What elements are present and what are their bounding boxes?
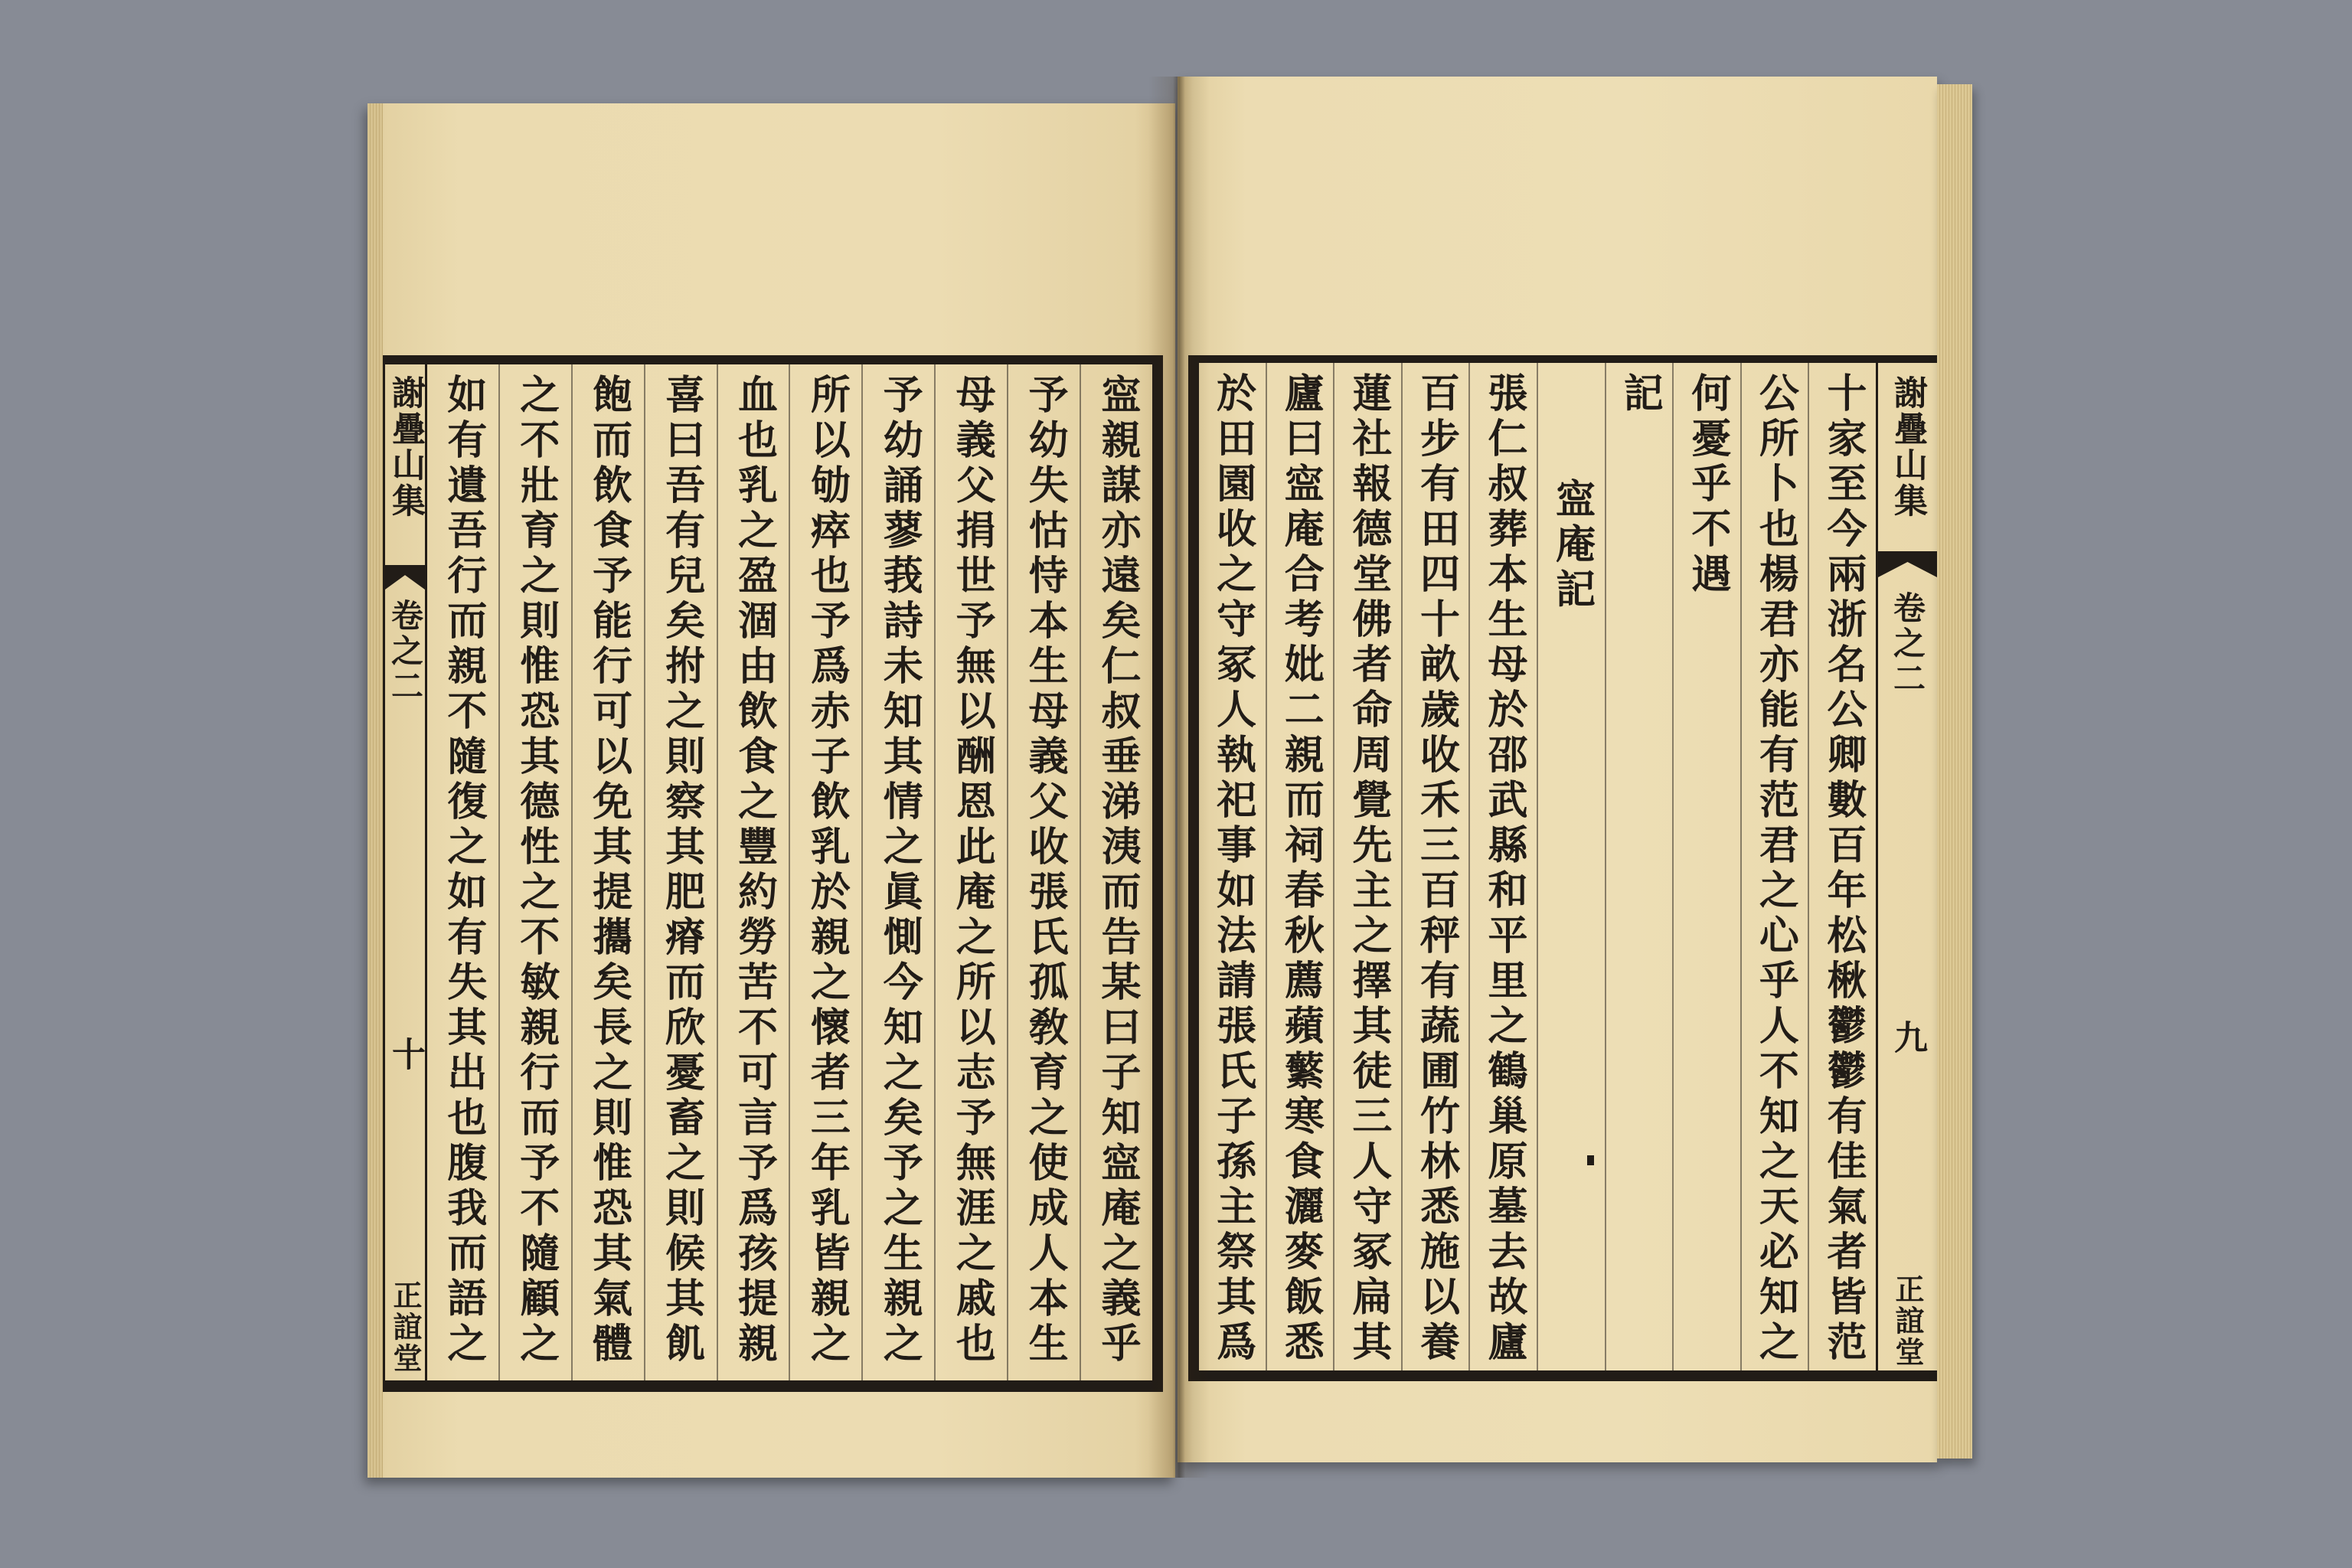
banxin-volume: 卷之二 <box>1889 591 1926 697</box>
banxin-leaf-number: 九 <box>1888 1020 1927 1054</box>
text-column: 十家至今兩浙名公卿數百年松楸鬱鬱有佳氣者皆范 <box>1808 363 1876 1370</box>
section-heading: 記 <box>1605 363 1673 1370</box>
page-edge <box>368 103 383 1478</box>
text-column: 公所卜也楊君亦能有范君之心乎人不知之天必知之 <box>1740 363 1808 1370</box>
banxin-column <box>385 364 427 1380</box>
text-column: 張仁叔葬本生母於邵武縣和平里之鶴巢原墓去故廬 <box>1468 363 1537 1370</box>
right-page <box>1178 77 1937 1462</box>
text-column: 之不壯育之則惟恐其德性之不敏親行而予不隨顧之 <box>498 364 571 1380</box>
text-column: 喜曰吾有兒矣拊之則察其肥瘠而欣憂畜之則候其飢 <box>644 364 717 1380</box>
text-column: 予幼失怙恃本生母義父收張氏孤敎育之使成人本生 <box>1007 364 1080 1380</box>
fish-tail-mark <box>385 565 425 590</box>
page-edges <box>1937 84 1972 1459</box>
banxin-volume: 卷之二 <box>387 599 424 704</box>
text-column: 所以劬瘁也予爲赤子飲乳於親之懷者三年乳皆親之 <box>789 364 861 1380</box>
fish-tail-mark <box>1878 551 1937 577</box>
printed-frame <box>1188 355 1937 1381</box>
banxin-title: 謝疊山集 <box>1888 375 1927 519</box>
text-block <box>427 364 1152 1380</box>
banxin-column <box>1876 363 1937 1370</box>
text-column: 如有遺吾行而親不隨復之如有失其出也腹我而語之 <box>439 374 487 1367</box>
text-column: 母義父捐世予無以酬恩此庵之所以志予無涯之戚也 <box>934 364 1007 1380</box>
left-page <box>368 103 1175 1478</box>
text-column: 蓮社報德堂佛者命周覺先主之擇其徒三人守冢扁其 <box>1333 363 1401 1370</box>
text-column: 予幼誦蓼莪詩未知其情之眞惻今知之矣予之生親之 <box>861 364 934 1380</box>
text-column: 何憂乎不遇 <box>1672 363 1740 1370</box>
text-column: 寍親謀亦遠矣仁叔垂涕洟而告某曰子知寍庵之義乎 <box>1080 364 1152 1380</box>
banxin-publisher: 正誼堂 <box>1890 1274 1925 1368</box>
banxin-title: 謝疊山集 <box>386 375 425 519</box>
text-column: 飽而飲食予能行可以免其提攜矣長之則惟恐其氣體 <box>571 364 644 1380</box>
essay-title: 寍庵記 <box>1537 363 1605 1370</box>
text-block <box>1199 363 1876 1370</box>
text-column: 於田園收之守冢人執祀事如法請張氏子孫主祭其爲 <box>1209 372 1256 1366</box>
text-column: 百步有田四十畝歲收禾三百秤有蔬圃竹林悉施以養 <box>1401 363 1469 1370</box>
text-column: 血也乳之盈涸由飲食之豐約勞苦不可言予爲孩提親 <box>717 364 789 1380</box>
banxin-leaf-number: 十 <box>386 1037 425 1070</box>
ink-speck <box>1587 1155 1594 1165</box>
printed-frame <box>383 355 1163 1392</box>
text-column: 廬曰寍庵合考妣二親而祠春秋薦蘋蘩寒食灑麥飯悉 <box>1266 363 1334 1370</box>
banxin-publisher: 正誼堂 <box>388 1280 423 1374</box>
